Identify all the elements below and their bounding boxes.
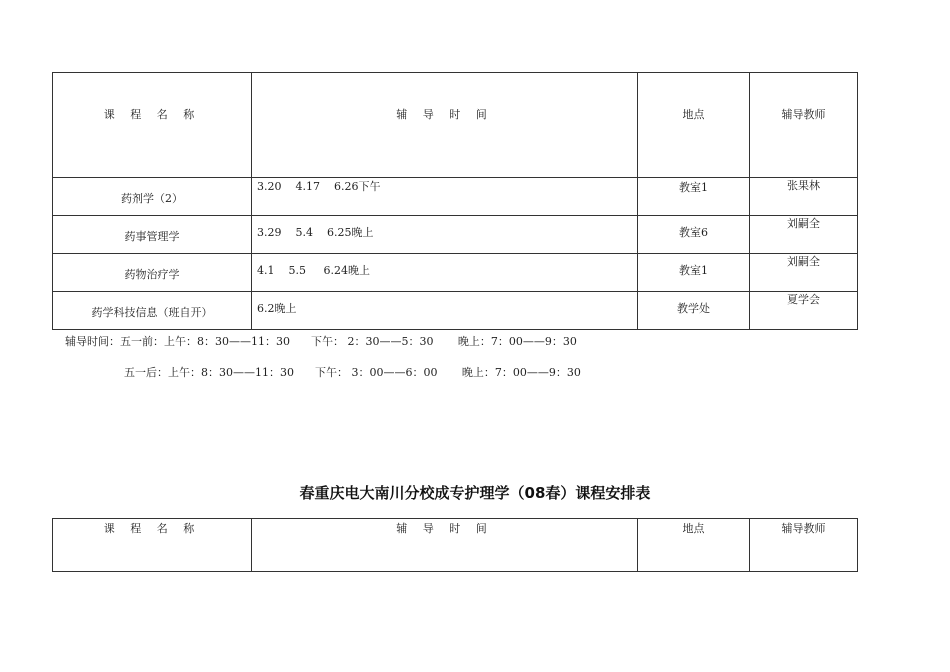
table-header-row <box>53 519 858 572</box>
tutoring-hours-note-after-may: 五一后：上午：8：30——11：30 下午： 3：00——6：00 晚上：7：00——9：30 <box>124 366 581 379</box>
header-tutoring-time: 辅 导 时 间 <box>252 519 638 572</box>
time-cell: 3.20 4.17 6.26下午 <box>252 178 638 216</box>
location-cell: 教室1 <box>638 254 750 292</box>
header-tutor: 辅导教师 <box>750 519 858 572</box>
tutor-cell: 张果林 <box>750 178 858 216</box>
course-name-cell: 药物治疗学 <box>53 254 252 292</box>
tutoring-hours-note-before-may: 辅导时间：五一前：上午：8：30——11：30 下午： 2：30——5：30 晚上：7：00——9：30 <box>65 335 577 348</box>
location-cell: 教学处 <box>638 292 750 330</box>
tutor-cell: 夏学会 <box>750 292 858 330</box>
tutor-cell: 刘嗣全 <box>750 216 858 254</box>
location-cell: 教室6 <box>638 216 750 254</box>
table-row <box>53 292 858 330</box>
course-name-cell: 药学科技信息（班自开） <box>53 292 252 330</box>
time-cell: 4.1 5.5 6.24晚上 <box>252 254 638 292</box>
table-row <box>53 178 858 216</box>
header-course-name: 课 程 名 称 <box>53 73 252 178</box>
table-header-row <box>53 73 858 178</box>
course-name-cell: 药事管理学 <box>53 216 252 254</box>
course-name-cell: 药剂学（2） <box>53 178 252 216</box>
schedule-table-pharmacy <box>52 72 858 330</box>
page-title: 春重庆电大南川分校成专护理学（08春）课程安排表 <box>299 484 651 502</box>
header-location: 地点 <box>638 519 750 572</box>
schedule-table-nursing <box>52 518 858 572</box>
table-row <box>53 216 858 254</box>
table-row <box>53 254 858 292</box>
header-location: 地点 <box>638 73 750 178</box>
header-course-name: 课 程 名 称 <box>53 519 252 572</box>
location-cell: 教室1 <box>638 178 750 216</box>
time-cell: 3.29 5.4 6.25晚上 <box>252 216 638 254</box>
header-tutoring-time: 辅 导 时 间 <box>252 73 638 178</box>
tutor-cell: 刘嗣全 <box>750 254 858 292</box>
header-tutor: 辅导教师 <box>750 73 858 178</box>
time-cell: 6.2晚上 <box>252 292 638 330</box>
